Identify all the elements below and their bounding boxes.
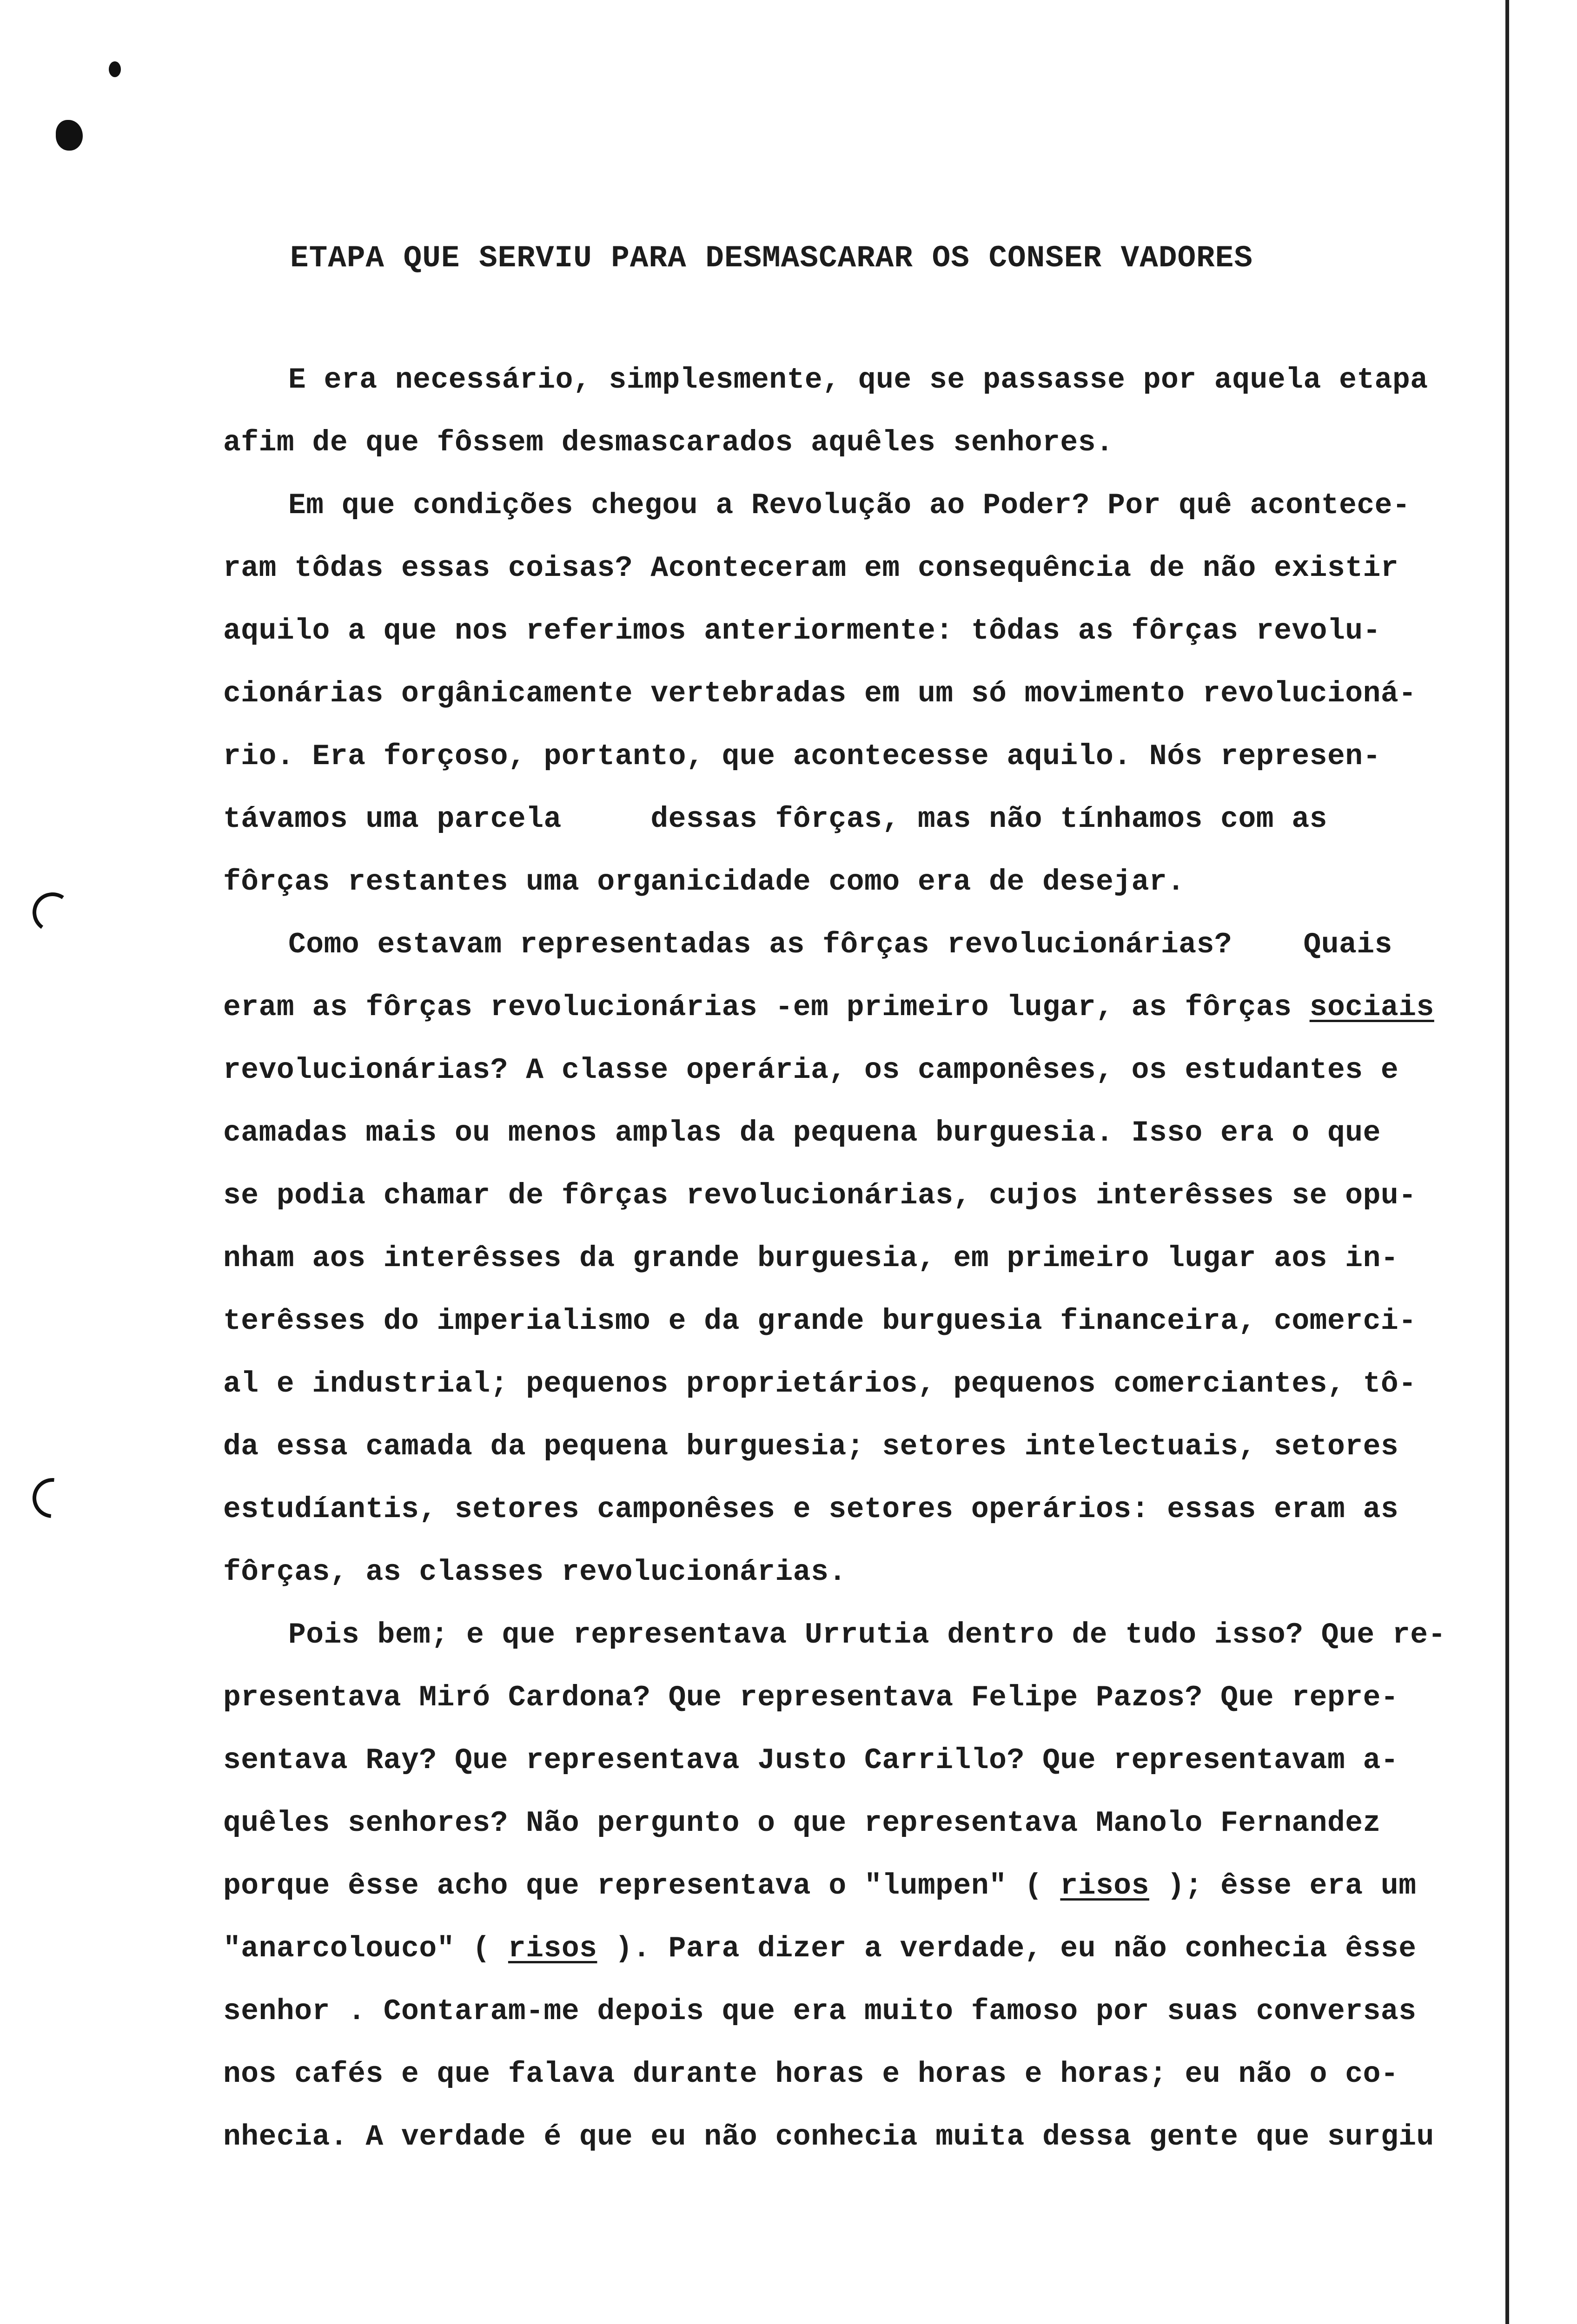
text-segment: ). Para dizer a verdade, eu não conhecia êsse [597, 1932, 1417, 1965]
underlined-word: risos [1060, 1869, 1149, 1902]
text-line: estudíantis, setores camponêses e setores operários: essas eram as [223, 1493, 1399, 1526]
ink-blot [56, 120, 83, 151]
text-line: revolucionárias? A classe operária, os camponêses, os estudantes e [223, 1054, 1399, 1087]
text-line [223, 1855, 1506, 1917]
underlined-word: risos [508, 1932, 597, 1965]
text-line: Em que condições chegou a Revolução ao Poder? Por quê acontece- [288, 489, 1411, 522]
text-line: camadas mais ou menos amplas da pequena burguesia. Isso era o que [223, 1116, 1381, 1149]
text-segment: porque êsse acho que representava o "lumpen" ( [223, 1869, 1060, 1902]
text-line: afim de que fôssem desmascarados aquêles senhores. [223, 426, 1114, 459]
text-segment: eram as fôrças revolucionárias -em primeiro lugar, as fôrças [223, 991, 1310, 1024]
text-segment: "anarcolouco" ( [223, 1932, 508, 1965]
text-line: se podia chamar de fôrças revolucionárias, cujos interêsses se opu- [223, 1179, 1417, 1212]
text-line: quêles senhores? Não pergunto o que representava Manolo Fernandez [223, 1807, 1381, 1840]
text-line: nham aos interêsses da grande burguesia, em primeiro lugar aos in- [223, 1242, 1399, 1275]
text-line: sentava Ray? Que representava Justo Carrillo? Que representavam a- [223, 1744, 1399, 1777]
text-line: Pois bem; e que representava Urrutia dentro de tudo isso? Que re- [288, 1618, 1446, 1651]
text-line: cionárias orgânicamente vertebradas em um só movimento revolucioná- [223, 677, 1417, 710]
document-title: ETAPA QUE SERVIU PARA DESMASCARAR OS CONSER VADORES [290, 241, 1253, 276]
text-line [223, 1917, 1506, 1980]
text-segment: ); êsse era um [1149, 1869, 1417, 1902]
text-line: távamos uma parcela dessas fôrças, mas não tínhamos com as [223, 803, 1327, 836]
text-line: terêsses do imperialismo e da grande burguesia financeira, comerci- [223, 1305, 1417, 1338]
text-line: nos cafés e que falava durante horas e horas e horas; eu não o co- [223, 2058, 1399, 2091]
text-line: rio. Era forçoso, portanto, que acontecesse aquilo. Nós represen- [223, 740, 1381, 773]
text-line: aquilo a que nos referimos anteriormente: tôdas as fôrças revolu- [223, 614, 1381, 647]
punch-hole-mark [29, 889, 76, 936]
punch-hole-mark [24, 1470, 80, 1526]
text-line: fôrças, as classes revolucionárias. [223, 1556, 847, 1589]
text-line: senhor . Contaram-me depois que era muito famoso por suas conversas [223, 1995, 1417, 2028]
underlined-word: sociais [1309, 991, 1434, 1024]
text-line: fôrças restantes uma organicidade como era de desejar. [223, 865, 1185, 898]
document-body [223, 349, 1506, 2168]
text-line: Como estavam representadas as fôrças revolucionárias? Quais [288, 928, 1392, 961]
text-line: ram tôdas essas coisas? Aconteceram em consequência de não existir [223, 552, 1399, 585]
text-line: E era necessário, simplesmente, que se passasse por aquela etapa [288, 363, 1428, 396]
text-line: presentava Miró Cardona? Que representava Felipe Pazos? Que repre- [223, 1681, 1399, 1714]
ink-speck [109, 61, 121, 77]
text-line: al e industrial; pequenos proprietários, pequenos comerciantes, tô- [223, 1367, 1417, 1400]
text-line: da essa camada da pequena burguesia; setores intelectuais, setores [223, 1430, 1399, 1463]
text-line: nhecia. A verdade é que eu não conhecia muita dessa gente que surgiu [223, 2120, 1434, 2153]
text-line [223, 976, 1506, 1039]
